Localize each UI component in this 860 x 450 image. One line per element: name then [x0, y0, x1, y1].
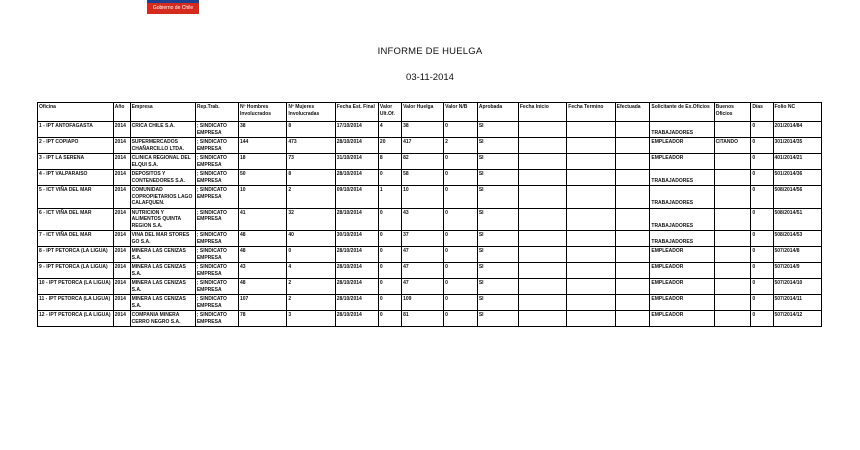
table-cell: 3 - IPT LA SERENA: [38, 154, 114, 170]
table-cell: 12 - IPT PETORCA (LA LIGUA): [38, 311, 114, 327]
table-cell: 0: [378, 263, 401, 279]
table-cell: EMPLEADOR: [650, 263, 714, 279]
table-cell: [518, 311, 566, 327]
table-cell: SI: [477, 186, 518, 209]
table-cell: 0: [378, 231, 401, 247]
table-cell: 0: [751, 154, 773, 170]
table-cell: 2: [444, 138, 478, 154]
table-cell: 107: [238, 295, 286, 311]
table-cell: 109: [402, 295, 444, 311]
table-row: [38, 208, 822, 231]
table-cell: 2014: [113, 170, 130, 186]
table-cell: 0: [444, 279, 478, 295]
table-cell: 2014: [113, 263, 130, 279]
column-header: Efectuada: [615, 103, 650, 122]
table-cell: 0: [751, 295, 773, 311]
table-cell: 48: [238, 279, 286, 295]
table-cell: MINERA LAS CENIZAS S.A.: [130, 247, 195, 263]
column-header: Folio NC: [773, 103, 822, 122]
table-row: [38, 138, 822, 154]
table-cell: 2014: [113, 154, 130, 170]
table-cell: SI: [477, 138, 518, 154]
table-cell: TRABAJADORES: [650, 122, 714, 138]
table-cell: 2014: [113, 186, 130, 209]
table-cell: [615, 279, 650, 295]
table-cell: 28/10/2014: [335, 295, 378, 311]
table-cell: 0: [378, 295, 401, 311]
table-cell: 0: [751, 231, 773, 247]
table-cell: 47: [402, 263, 444, 279]
table-cell: [518, 138, 566, 154]
table-cell: 2014: [113, 247, 130, 263]
table-cell: [714, 311, 751, 327]
column-header: Valor Ult.Of.: [378, 103, 401, 122]
table-cell: [567, 208, 615, 231]
table-cell: [567, 295, 615, 311]
table-row: [38, 263, 822, 279]
table-cell: 2 - IPT COPIAPO: [38, 138, 114, 154]
table-cell: 1 - IPT ANTOFAGASTA: [38, 122, 114, 138]
table-cell: ; SINDICATO EMPRESA: [195, 138, 238, 154]
table-cell: 8: [287, 122, 335, 138]
table-cell: 28/10/2014: [335, 208, 378, 231]
table-cell: 0: [751, 279, 773, 295]
table-cell: 508/2014/56: [773, 186, 822, 209]
table-cell: 43: [402, 208, 444, 231]
table-cell: 2: [287, 186, 335, 209]
table-cell: [518, 122, 566, 138]
table-cell: 401/2014/21: [773, 154, 822, 170]
table-cell: [567, 138, 615, 154]
table-cell: SI: [477, 263, 518, 279]
table-cell: [615, 208, 650, 231]
column-header: Fecha Termino: [567, 103, 615, 122]
table-cell: 0: [444, 295, 478, 311]
table-cell: 58: [402, 170, 444, 186]
table-cell: 0: [444, 186, 478, 209]
table-cell: [714, 295, 751, 311]
table-cell: 501/2014/36: [773, 170, 822, 186]
table-cell: 0: [751, 247, 773, 263]
table-cell: 2014: [113, 311, 130, 327]
table-cell: 37: [402, 231, 444, 247]
table-cell: SUPERMERCADOS CHAÑARCILLO LTDA.: [130, 138, 195, 154]
table-cell: [615, 186, 650, 209]
table-cell: ; SINDICATO EMPRESA: [195, 295, 238, 311]
column-header: Rep.Trab.: [195, 103, 238, 122]
table-cell: 30/10/2014: [335, 231, 378, 247]
table-body: [38, 122, 822, 327]
table-cell: 10 - IPT PETORCA (LA LIGUA): [38, 279, 114, 295]
table-cell: 11 - IPT PETORCA (LA LIGUA): [38, 295, 114, 311]
column-header: Fecha Est. Final: [335, 103, 378, 122]
table-cell: 2014: [113, 138, 130, 154]
table-cell: [567, 186, 615, 209]
table-cell: [518, 263, 566, 279]
table-cell: [615, 247, 650, 263]
table-cell: 2014: [113, 231, 130, 247]
table-cell: CITANDO: [714, 138, 751, 154]
column-header: Buenos Oficios: [714, 103, 751, 122]
table-cell: ; SINDICATO EMPRESA: [195, 154, 238, 170]
table-cell: 4 - IPT VALPARAISO: [38, 170, 114, 186]
table-cell: 9 - IPT PETORCA (LA LIGUA): [38, 263, 114, 279]
table-row: [38, 122, 822, 138]
table-cell: NUTRICION Y ALIMENTOS QUINTA REGION S.A.: [130, 208, 195, 231]
table-cell: [714, 154, 751, 170]
table-cell: [714, 231, 751, 247]
table-cell: [615, 170, 650, 186]
table-cell: [567, 231, 615, 247]
table-cell: 301/2014/35: [773, 138, 822, 154]
table-cell: 8: [378, 154, 401, 170]
table-cell: [615, 138, 650, 154]
table-row: [38, 231, 822, 247]
table-cell: [567, 263, 615, 279]
table-cell: [714, 186, 751, 209]
table-cell: TRABAJADORES: [650, 186, 714, 209]
table-cell: [714, 170, 751, 186]
table-cell: 38: [238, 122, 286, 138]
table-cell: 0: [378, 311, 401, 327]
table-cell: EMPLEADOR: [650, 247, 714, 263]
table-cell: 50: [238, 170, 286, 186]
table-cell: 17/10/2014: [335, 122, 378, 138]
table-cell: ; SINDICATO EMPRESA: [195, 247, 238, 263]
table-cell: SI: [477, 231, 518, 247]
table-cell: [518, 231, 566, 247]
table-cell: 28/10/2014: [335, 263, 378, 279]
table-cell: [615, 122, 650, 138]
table-cell: MINERA LAS CENIZAS S.A.: [130, 279, 195, 295]
table-cell: 0: [444, 231, 478, 247]
table-cell: TRABAJADORES: [650, 231, 714, 247]
report-date: 03-11-2014: [406, 72, 454, 83]
table-cell: CRICA CHILE S.A.: [130, 122, 195, 138]
table-cell: ; SINDICATO EMPRESA: [195, 231, 238, 247]
table-cell: 0: [444, 247, 478, 263]
table-cell: 507/2014/8: [773, 247, 822, 263]
table-cell: 417: [402, 138, 444, 154]
table-cell: ; SINDICATO EMPRESA: [195, 311, 238, 327]
table-cell: 28/10/2014: [335, 247, 378, 263]
table-cell: 0: [751, 311, 773, 327]
table-cell: 2: [287, 279, 335, 295]
table-cell: ; SINDICATO EMPRESA: [195, 170, 238, 186]
table-cell: 41: [238, 208, 286, 231]
table-cell: 4: [378, 122, 401, 138]
table-cell: 0: [378, 247, 401, 263]
table-cell: 48: [238, 231, 286, 247]
column-header: Aprobada: [477, 103, 518, 122]
table-cell: [714, 263, 751, 279]
table-cell: [615, 154, 650, 170]
table-cell: 507/2014/12: [773, 311, 822, 327]
table-cell: [615, 311, 650, 327]
table-cell: 47: [402, 279, 444, 295]
table-cell: 20: [378, 138, 401, 154]
table-row: [38, 154, 822, 170]
table-cell: MINERA LAS CENIZAS S.A.: [130, 263, 195, 279]
table-cell: [518, 154, 566, 170]
table-cell: 3: [287, 311, 335, 327]
table-cell: ; SINDICATO EMPRESA: [195, 263, 238, 279]
table-cell: 0: [751, 186, 773, 209]
table-cell: 0: [444, 208, 478, 231]
table-row: [38, 247, 822, 263]
table-cell: [714, 208, 751, 231]
table-cell: 508/2014/53: [773, 231, 822, 247]
table-cell: [518, 279, 566, 295]
strike-report-table: [37, 102, 822, 327]
table-cell: EMPLEADOR: [650, 138, 714, 154]
table-row: [38, 170, 822, 186]
table-cell: 0: [444, 154, 478, 170]
table-cell: [518, 208, 566, 231]
table-cell: EMPLEADOR: [650, 154, 714, 170]
logo-red-band: [147, 3, 199, 14]
report-title: INFORME DE HUELGA: [377, 46, 483, 57]
table-cell: 2014: [113, 279, 130, 295]
table-cell: SI: [477, 295, 518, 311]
table-cell: [518, 247, 566, 263]
column-header: Nº Hombres Involucrados: [238, 103, 286, 122]
table-cell: COMUNIDAD COPROPIETARIOS LAGO CALAFQUEN.: [130, 186, 195, 209]
table-cell: SI: [477, 311, 518, 327]
table-cell: 0: [751, 170, 773, 186]
table-cell: [714, 122, 751, 138]
table-cell: [615, 231, 650, 247]
table-cell: 47: [402, 247, 444, 263]
table-cell: 2014: [113, 122, 130, 138]
table-cell: [714, 279, 751, 295]
table-cell: 09/10/2014: [335, 186, 378, 209]
table-cell: 18: [238, 154, 286, 170]
table-cell: 8: [287, 170, 335, 186]
column-header: Nº Mujeres Involucradas: [287, 103, 335, 122]
table-cell: MINERA LAS CENIZAS S.A.: [130, 295, 195, 311]
table-cell: 201/2014/84: [773, 122, 822, 138]
table-cell: 73: [287, 154, 335, 170]
table-cell: ; SINDICATO EMPRESA: [195, 279, 238, 295]
table-cell: ; SINDICATO EMPRESA: [195, 208, 238, 231]
table-cell: [567, 247, 615, 263]
table-cell: 0: [378, 208, 401, 231]
table-cell: 8 - IPT PETORCA (LA LIGUA): [38, 247, 114, 263]
table-cell: VINA DEL MAR STORES GO S.A.: [130, 231, 195, 247]
table-cell: SI: [477, 247, 518, 263]
table-cell: 2: [287, 295, 335, 311]
table-cell: SI: [477, 208, 518, 231]
table-cell: 0: [444, 311, 478, 327]
column-header: Días: [751, 103, 773, 122]
table-cell: 0: [751, 263, 773, 279]
table-cell: EMPLEADOR: [650, 311, 714, 327]
table-cell: 0: [751, 138, 773, 154]
table-row: [38, 295, 822, 311]
table-row: [38, 186, 822, 209]
column-header: Oficina: [38, 103, 114, 122]
table-cell: 48: [238, 247, 286, 263]
table-cell: 28/10/2014: [335, 311, 378, 327]
table-cell: 32: [287, 208, 335, 231]
table-cell: 2014: [113, 295, 130, 311]
table-cell: 144: [238, 138, 286, 154]
table-cell: EMPLEADOR: [650, 295, 714, 311]
table-cell: DEPOSITOS Y CONTENEDORES S.A.: [130, 170, 195, 186]
gobierno-de-chile-logo: [147, 0, 199, 14]
table-cell: 507/2014/10: [773, 279, 822, 295]
table-cell: COMPANIA MINERA CERRO NEGRO S.A.: [130, 311, 195, 327]
table-cell: TRABAJADORES: [650, 170, 714, 186]
table-cell: 0: [444, 122, 478, 138]
table-cell: [714, 247, 751, 263]
table-cell: 28/10/2014: [335, 279, 378, 295]
table-cell: 10: [238, 186, 286, 209]
table-cell: 5 - ICT VIÑA DEL MAR: [38, 186, 114, 209]
table-cell: EMPLEADOR: [650, 279, 714, 295]
table-cell: ; SINDICATO EMPRESA: [195, 186, 238, 209]
table-cell: [518, 295, 566, 311]
table-cell: [518, 170, 566, 186]
table-cell: [567, 122, 615, 138]
table-cell: 0: [378, 279, 401, 295]
table-cell: [567, 170, 615, 186]
table-cell: 4: [287, 263, 335, 279]
table-cell: SI: [477, 170, 518, 186]
table-cell: 473: [287, 138, 335, 154]
table-cell: ; SINDICATO EMPRESA: [195, 122, 238, 138]
table-cell: SI: [477, 279, 518, 295]
table-cell: 508/2014/51: [773, 208, 822, 231]
table-cell: TRABAJADORES: [650, 208, 714, 231]
table-cell: 10: [402, 186, 444, 209]
table-cell: [567, 311, 615, 327]
column-header: Valor N/B: [444, 103, 478, 122]
table-cell: 28/10/2014: [335, 138, 378, 154]
table-cell: 38: [402, 122, 444, 138]
table-cell: CLINICA REGIONAL DEL ELQUI S.A.: [130, 154, 195, 170]
column-header: Empresa: [130, 103, 195, 122]
table-cell: 6 - ICT VIÑA DEL MAR: [38, 208, 114, 231]
table-cell: 0: [444, 263, 478, 279]
table-cell: 507/2014/11: [773, 295, 822, 311]
table-cell: 0: [751, 122, 773, 138]
table-cell: 28/10/2014: [335, 170, 378, 186]
table-row: [38, 311, 822, 327]
table-cell: 0: [444, 170, 478, 186]
column-header: Valor Huelga: [402, 103, 444, 122]
table-cell: 2014: [113, 208, 130, 231]
table-cell: 507/2014/9: [773, 263, 822, 279]
table-cell: SI: [477, 154, 518, 170]
table-cell: 7 - ICT VIÑA DEL MAR: [38, 231, 114, 247]
table-cell: 82: [402, 154, 444, 170]
table-cell: [567, 154, 615, 170]
logo-text: Gobierno de Chile: [152, 5, 194, 11]
table-cell: 78: [238, 311, 286, 327]
table-cell: SI: [477, 122, 518, 138]
table-cell: 81: [402, 311, 444, 327]
table-cell: 0: [751, 208, 773, 231]
table-cell: 0: [287, 247, 335, 263]
table-cell: 40: [287, 231, 335, 247]
table-cell: 0: [378, 170, 401, 186]
column-header: Año: [113, 103, 130, 122]
table-row: [38, 279, 822, 295]
column-header: Fecha Inicio: [518, 103, 566, 122]
column-header: Solicitante de Ex.Oficios: [650, 103, 714, 122]
table-header-row: [38, 103, 822, 122]
table-cell: 1: [378, 186, 401, 209]
table-cell: 31/10/2014: [335, 154, 378, 170]
table-cell: [615, 295, 650, 311]
table-cell: [615, 263, 650, 279]
table-cell: [518, 186, 566, 209]
table-cell: 43: [238, 263, 286, 279]
table-cell: [567, 279, 615, 295]
